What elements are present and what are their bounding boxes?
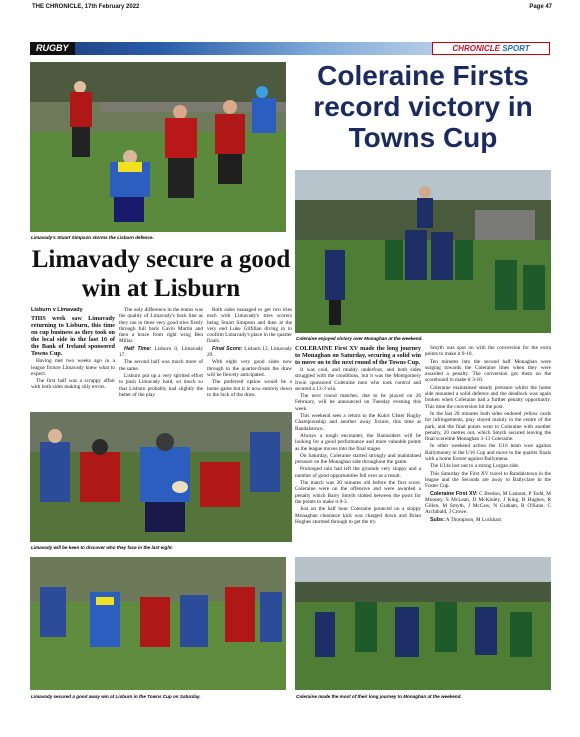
- photo-coleraine-lineout: [295, 170, 551, 333]
- subs-list: A Thompson, M Lockhart.: [445, 516, 503, 523]
- limavady-p1: Having met two weeks ago in a league fixture Limavady knew what to expect.: [31, 358, 115, 377]
- halftime-score: Lisburn 0, Limavady 17.: [119, 345, 203, 359]
- limavady-p5: Lisburn put up a very spirited effort to push Limavady hard, so much so that Lisburn probably had slightly the better of the play: [119, 372, 203, 398]
- caption-bottom-left: Limavady secured a good away win at Lisburn in the Towns Cup on Saturday.: [31, 694, 201, 699]
- team-list: C Bredon, M Lamont, P Todd, M Mooney, S McLean, D McKinley, J King, B Hughes, R Gillen, M Smyth, J McCaw, N Graham, R O'Kane, C Archibald, J Crowe.: [425, 490, 551, 516]
- photo-limavady-attack: [30, 62, 286, 232]
- limavady-p6: Both sides managed to get two tries each with Limavady's tries scorers being Stuart Simpson and then at the very end Luke Gilfillan diving in to confirm Limavady's place in the quarter finals.: [207, 307, 292, 345]
- limavady-p2: The first half was a scrappy affair with both sides making silly errors.: [31, 378, 115, 391]
- coleraine-p11: Coleraine maintained steady pressure whilst the home side mounted a solid defence and the deadlock was again broken when Coleraine had a further penalty opportunity. This time the conversion hit the post.: [425, 384, 551, 410]
- limavady-column-3: [207, 307, 292, 412]
- subs-label: Subs:: [430, 516, 445, 523]
- coleraine-p15: This Saturday the First XV travel to Randalstown in the league and the Seconds are away to Ballyclare in the Foster Cup.: [425, 470, 551, 490]
- limavady-headline: Limavady secure a good win at Lisburn: [31, 246, 291, 302]
- photo-limavady-tackle: [30, 412, 292, 542]
- limavady-byline: Lisburn v Limavady: [31, 307, 83, 313]
- caption-mid-left: Limavady will be keen to discover who they face in the last eight.: [31, 545, 173, 550]
- header-date: THE CHRONICLE, 17th February 2022: [32, 4, 140, 10]
- limavady-p7: With eight very good sides now through to the quarter-finals the draw will be fiercely anticipated.: [207, 359, 292, 378]
- coleraine-p9: Smyth was spot on with the conversion for the extra points to make it 0-10.: [425, 345, 551, 358]
- brand-sport: SPORT: [502, 44, 530, 53]
- coleraine-column-2: [425, 345, 551, 545]
- coleraine-p10: Ten minutes into the second half Monaghan were surging towards the Coleraine lines when they were awarded a penalty. The conversion got them on the scoreboard to make it 3-10.: [425, 358, 551, 384]
- coleraine-p4: Always a tough encounter, the Bannsiders will be looking for a good performance and more valuable points as the league moves into the final stages.: [295, 432, 421, 452]
- limavady-p8: The preferred option would be a home game but it is now entirely down to the luck of the draw.: [207, 379, 292, 398]
- page-number: Page 47: [529, 4, 552, 10]
- coleraine-p12: In the last 20 minutes both sides endured yellow cards for infringements, play stayed mainly in the centre of the park, and the final points went to Coleraine with another penalty, 20 metres out, which Smyth secured leaving the final scoreline Monaghan 3-13 Coleraine.: [425, 410, 551, 443]
- section-label: RUGBY: [30, 42, 75, 55]
- caption-mid-right: Coleraine enjoyed victory over Monaghan at the weekend.: [296, 336, 423, 341]
- final-score: Lisburn 12, Limavady 29.: [207, 345, 292, 359]
- limavady-column-2: [119, 307, 203, 412]
- coleraine-p13: In other weekend action the U16 team won against Ballymoney in the U16 Cup and move to the quarter finals with a home fixture against Ballymena.: [425, 443, 551, 463]
- coleraine-headline: Coleraine Firsts record victory in Towns Cup: [313, 60, 533, 153]
- coleraine-p1: It was cold, and muddy underfoot, and both sides struggled with the conditions, but it was the Montgomery Irwin sponsored Coleraine men who took control and secured a 13-3 win.: [295, 367, 421, 392]
- coleraine-p6: Prolonged rain had left the grounds very sloppy and a number of good opportunities fell over as a result.: [295, 466, 421, 479]
- limavady-p3: The only difference in the teams was the quality of Limavady's back line as they ran in three very good tries firstly through full back Gavin Martin and then a brace from right wing Ben Millar.: [119, 307, 203, 345]
- coleraine-p5: On Saturday, Coleraine started strongly and maintained pressure on the Monaghan side throughout the game.: [295, 452, 421, 466]
- final-score-label: Final Score:: [212, 345, 243, 352]
- coleraine-p2: The next round matches, due to be played on 26 February, will be announced on Tuesday evening this week.: [295, 393, 421, 412]
- caption-top-left: Limavady's Stuart Simpson storms the Lisburn defence.: [31, 235, 154, 240]
- limavady-column-1: [31, 307, 115, 412]
- halftime-label: Half Time:: [124, 345, 152, 352]
- photo-limavady-away: [30, 557, 286, 690]
- coleraine-p3: This weekend sees a return to the Kukri Ulster Rugby Championship and another away fixture, this time at Randalstown.: [295, 413, 421, 432]
- coleraine-p14: The U14s lost out to a strong Lurgan side.: [430, 463, 520, 470]
- coleraine-lead: COLERAINE First XV made the long journey to Monaghan on Saturday, securing a solid win to move on to the next round of the Towns Cup.: [295, 345, 421, 366]
- photo-coleraine-monaghan: [295, 557, 551, 690]
- page-header: [32, 4, 552, 10]
- limavady-p4: The second half was much more of the same.: [119, 359, 203, 372]
- brand-chronicle: CHRONICLE: [452, 44, 500, 53]
- coleraine-p7: The match was 20 minutes old before the first score. Coleraine were on the offensive and were awarded a penalty which Barry Smyth slotted between the posts for the points to make it 0-3.: [295, 480, 421, 505]
- team-label: Coleraine First XV:: [430, 490, 478, 497]
- coleraine-p8: Just on the half hour Coleraine pounced on a sloppy Monaghan clearance kick was charged down and Brian Hughes stormed through to get the try.: [295, 506, 421, 525]
- limavady-lead: THIS week saw Limavady returning to Lisburn, this time on cup business as they took on the local side in the last 16 of the Bank of Ireland sponsored Towns Cup.: [31, 315, 115, 358]
- brand-logo: [432, 42, 550, 55]
- caption-bottom-right: Coleraine made the most of their long journey to Monaghan at the weekend.: [296, 694, 462, 699]
- coleraine-column-1: [295, 345, 421, 545]
